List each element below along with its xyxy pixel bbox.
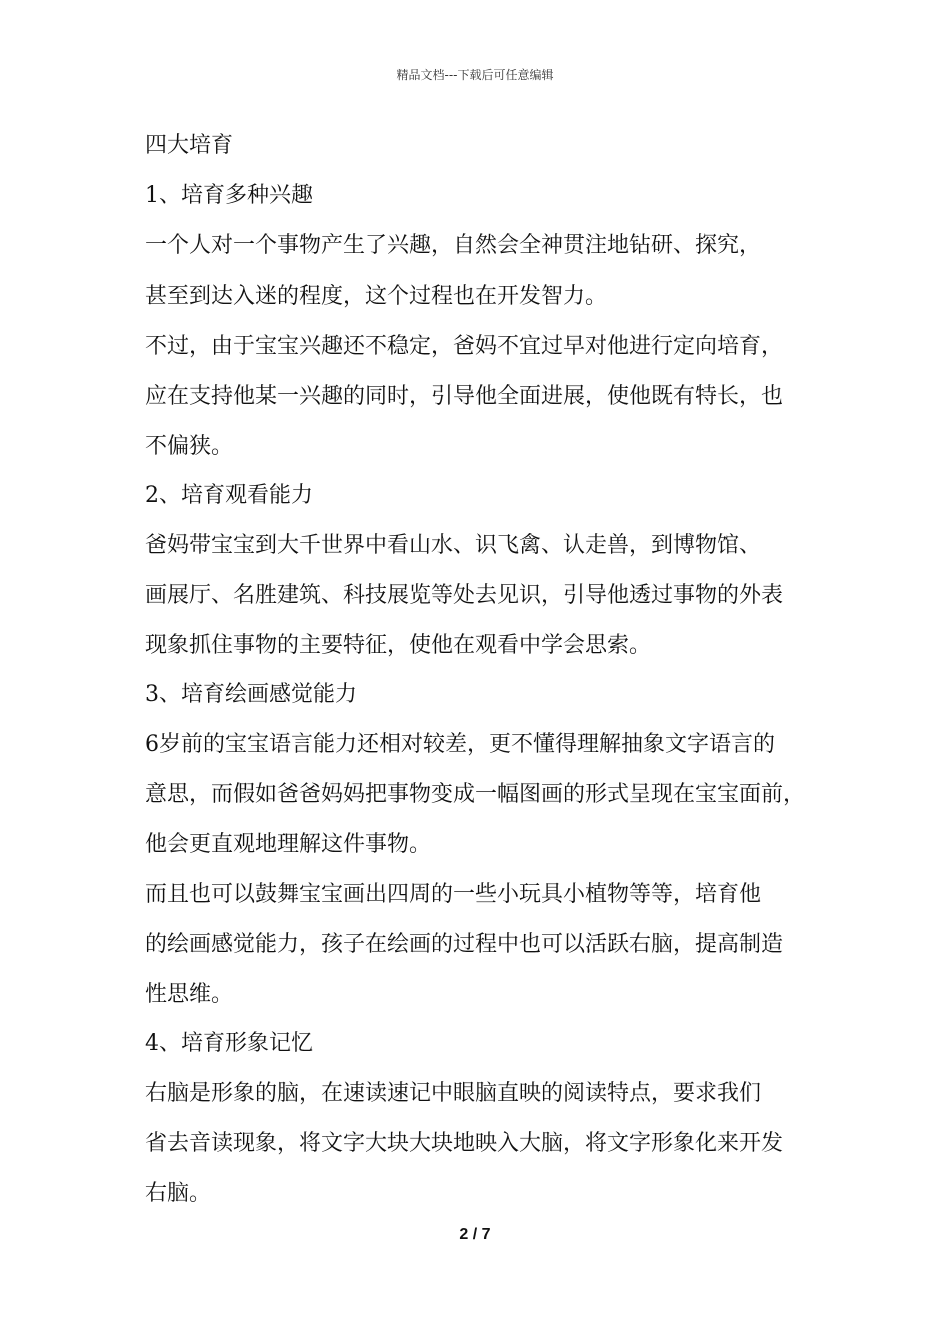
page-number: 2 / 7 <box>459 1226 491 1243</box>
paragraph-line: 应在支持他某一兴趣的同时，引导他全面进展，使他既有特长，也 <box>145 384 784 409</box>
section-heading: 3、培育绘画感觉能力 <box>145 682 357 707</box>
section-heading: 1、培育多种兴趣 <box>145 183 313 208</box>
page-header: 精品文档---下载后可任意编辑 <box>396 68 554 82</box>
paragraph-line: 省去音读现象，将文字大块大块地映入大脑，将文字形象化来开发 <box>145 1131 784 1156</box>
paragraph-line: 画展厅、名胜建筑、科技展览等处去见识，引导他透过事物的外表 <box>145 583 784 608</box>
paragraph-line: 意思，而假如爸爸妈妈把事物变成一幅图画的形式呈现在宝宝面前， <box>145 782 806 807</box>
paragraph-line: 爸妈带宝宝到大千世界中看山水、识飞禽、认走兽，到博物馆、 <box>145 533 762 558</box>
section-heading: 4、培育形象记忆 <box>145 1031 313 1056</box>
paragraph-line: 6岁前的宝宝语言能力还相对较差，更不懂得理解抽象文字语言的 <box>145 732 775 757</box>
paragraph-line: 右脑是形象的脑，在速读速记中眼脑直映的阅读特点，要求我们 <box>145 1081 762 1106</box>
paragraph-line: 他会更直观地理解这件事物。 <box>145 832 432 857</box>
heading-title: 四大培育 <box>145 133 234 158</box>
paragraph-line: 甚至到达入迷的程度，这个过程也在开发智力。 <box>145 284 608 309</box>
paragraph-line: 不偏狭。 <box>145 434 234 459</box>
paragraph-line: 一个人对一个事物产生了兴趣，自然会全神贯注地钻研、探究， <box>145 233 762 258</box>
section-heading: 2、培育观看能力 <box>145 483 313 508</box>
paragraph-line: 的绘画感觉能力，孩子在绘画的过程中也可以活跃右脑，提高制造 <box>145 932 784 957</box>
paragraph-line: 现象抓住事物的主要特征，使他在观看中学会思索。 <box>145 633 652 658</box>
paragraph-line: 性思维。 <box>145 982 234 1007</box>
paragraph-line: 右脑。 <box>145 1181 212 1206</box>
paragraph-line: 不过，由于宝宝兴趣还不稳定，爸妈不宜过早对他进行定向培育， <box>145 334 784 359</box>
paragraph-line: 而且也可以鼓舞宝宝画出四周的一些小玩具小植物等等，培育他 <box>145 882 762 907</box>
